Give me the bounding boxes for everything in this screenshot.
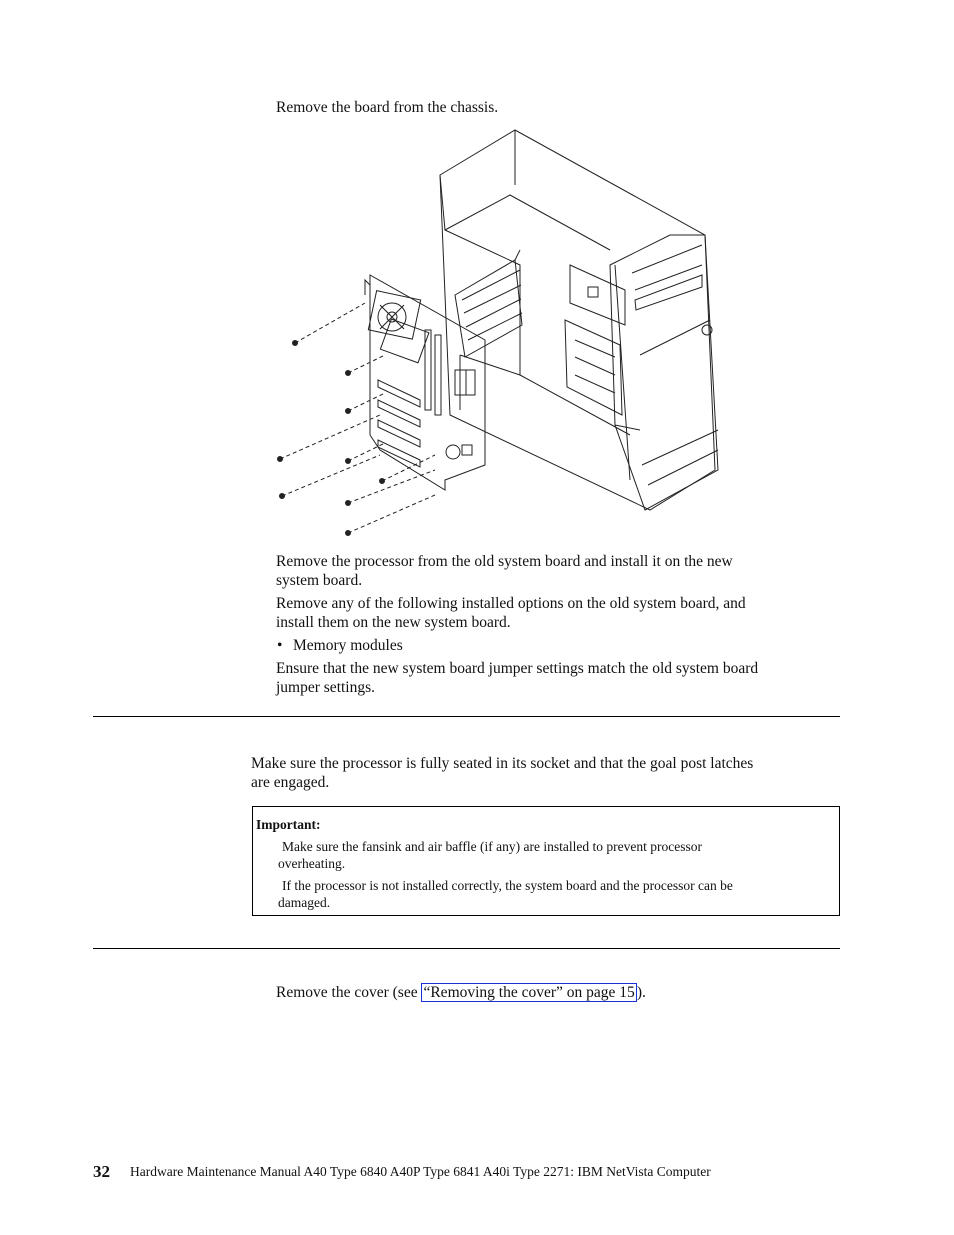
removing-cover-link[interactable]: “Removing the cover” on page 15: [423, 984, 635, 1001]
system-board-removal-illustration: [270, 125, 730, 545]
step-remove-board: Remove the board from the chassis.: [276, 99, 499, 116]
processor-note-line2: are engaged.: [251, 774, 330, 791]
cover-step: [276, 983, 646, 1002]
system-board: [365, 275, 485, 490]
bullet-memory-modules: Memory modules: [293, 637, 403, 654]
page-number: 32: [93, 1162, 110, 1181]
screws: [280, 303, 435, 533]
bullet-char: •: [277, 637, 283, 654]
section-divider-2: [93, 948, 840, 949]
footer-title: Hardware Maintenance Manual A40 Type 6840 A40P Type 6841 A40i Type 2271: IBM NetVista Computer: [130, 1164, 711, 1179]
section-divider-1: [93, 716, 840, 717]
step-processor-line1: Remove the processor from the old system board and install it on the new: [276, 553, 733, 570]
important-item2-line2: damaged.: [278, 895, 331, 910]
cover-step-suffix: ).: [636, 984, 646, 1001]
important-item1-line2: overheating.: [278, 856, 346, 871]
important-label: Important:: [256, 817, 321, 832]
step-options-line2: install them on the new system board.: [276, 614, 511, 631]
step-jumper-line2: jumper settings.: [276, 679, 376, 696]
step-options-line1: Remove any of the following installed options on the old system board, and: [276, 595, 746, 612]
cover-step-prefix: Remove the cover (see: [276, 984, 422, 1001]
important-item2-line1: If the processor is not installed correctly, the system board and the processor can be: [282, 878, 733, 893]
chassis: [440, 130, 718, 510]
step-processor-line2: system board.: [276, 572, 363, 589]
important-item1-line1: Make sure the fansink and air baffle (if any) are installed to prevent processor: [282, 839, 702, 854]
step-jumper-line1: Ensure that the new system board jumper settings match the old system board: [276, 660, 759, 677]
processor-note-line1: Make sure the processor is fully seated in its socket and that the goal post latches: [251, 755, 754, 772]
screw-heads: [278, 341, 385, 536]
